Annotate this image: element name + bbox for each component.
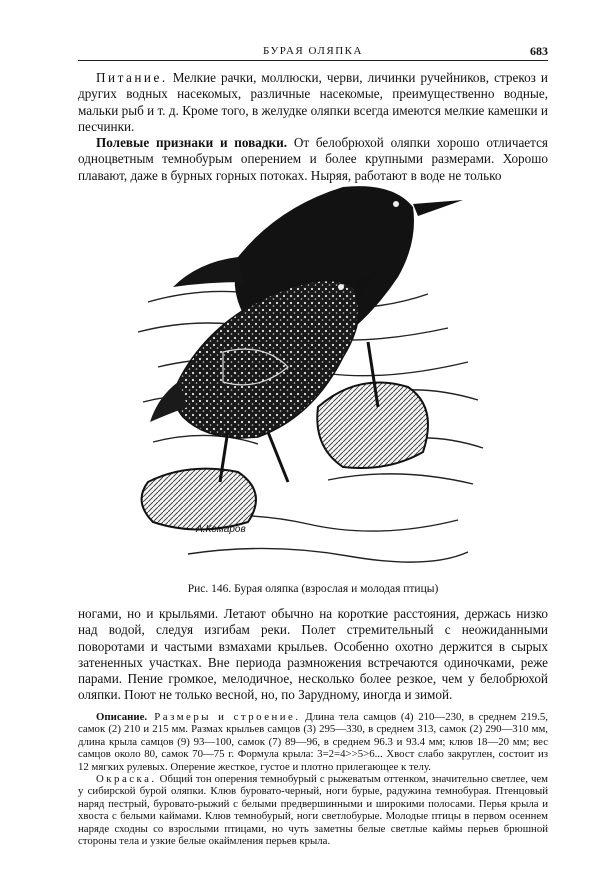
rock-right [317, 383, 428, 469]
coloration-label: Окраска. [96, 773, 157, 786]
artist-signature: А.Комаров [196, 524, 246, 535]
field-marks-text: От белобрюхой оляпки хорошо отличается одноцветным темнобурым оперением и более крупными размерами. Хорошо плавают, даже в бурных горных потоках. Ныряя, работают в воде не только [78, 135, 548, 183]
description-text: Длина тела самцов (4) 210—230, в среднем 219.5, самок (2) 210 и 215 мм. Размах крыльев самцов (3) 295—330, в среднем 313, самок (2) 290—310 мм, длина крыла самцов (9) 93—100, самок (7) 89—96, в среднем 96.3 и 93.4 мм; клюв 18—20 мм; вес самцов около 80, самок 70—75 г. Формула крыла: 3=2=4>>5>6... Хвост слабо закруглен, состоит из 12 мягких рулевых. Оперение жесткое, густое и плотно прилегающее к телу. [78, 711, 548, 773]
body-text-top [78, 70, 548, 184]
body-text-bottom [78, 606, 548, 704]
paragraph-field-marks [78, 135, 548, 184]
figure-caption: Рис. 146. Бурая оляпка (взрослая и молодая птицы) [187, 583, 439, 595]
rock-left [142, 469, 256, 530]
bird-illustration [128, 182, 490, 577]
coloration-text: Общий тон оперения темнобурый с рыжеватым оттенком, значительно светлее, чем у сибирской бурой оляпки. Клюв буровато-черный, ноги бурые, радужина темнобурая. Птенцовый наряд пестрый, буровато-рыжий с белыми предвершинными и широкими полосами. Перья крыла и хвоста с белыми каймами. Клюв темнобурый, ноги светлобурые. Молодые птицы в первом осеннем наряде сходны со взрослыми птицами, но чуть заметны белые светлые каймы перьев брюшной стороны тела и узкие белые окаймления перьев крыла. [78, 773, 548, 848]
description-block [78, 711, 548, 847]
feeding-heading: Питание. [96, 70, 168, 85]
description-label: Описание. [96, 711, 148, 723]
description-sublabel: Размеры и строение. [147, 711, 301, 723]
paragraph-description [78, 711, 548, 773]
field-marks-heading: Полевые признаки и повадки. [96, 135, 288, 151]
page-number: 683 [530, 44, 548, 58]
paragraph-coloration [78, 773, 548, 847]
running-title: БУРАЯ ОЛЯПКА [263, 45, 363, 57]
feeding-text: Мелкие рачки, моллюски, черви, личинки ручейников, стрекоз и других водных насекомых, различные насекомые, преимущественно водные, мальки рыб и т. д. Кроме того, в желудке оляпки всегда имеются мелкие камешки и песчинки. [78, 70, 548, 134]
paragraph-continuation: ногами, но и крыльями. Летают обычно на короткие расстояния, держась низко над водой, следуя изгибам реки. Полет стремительный с неожиданными поворотами и частыми взмахами крыльев. Особенно охотно держится в сырых затененных участках. Вне периода размножения встречаются одиночками, реже парами. Пение громкое, мелодичное, несколько более резкое, чем у белобрюхой оляпки. Поют не только весной, но, по Зарудному, иногда и зимой. [78, 606, 548, 703]
page-header [78, 44, 548, 61]
paragraph-feeding [78, 70, 548, 135]
